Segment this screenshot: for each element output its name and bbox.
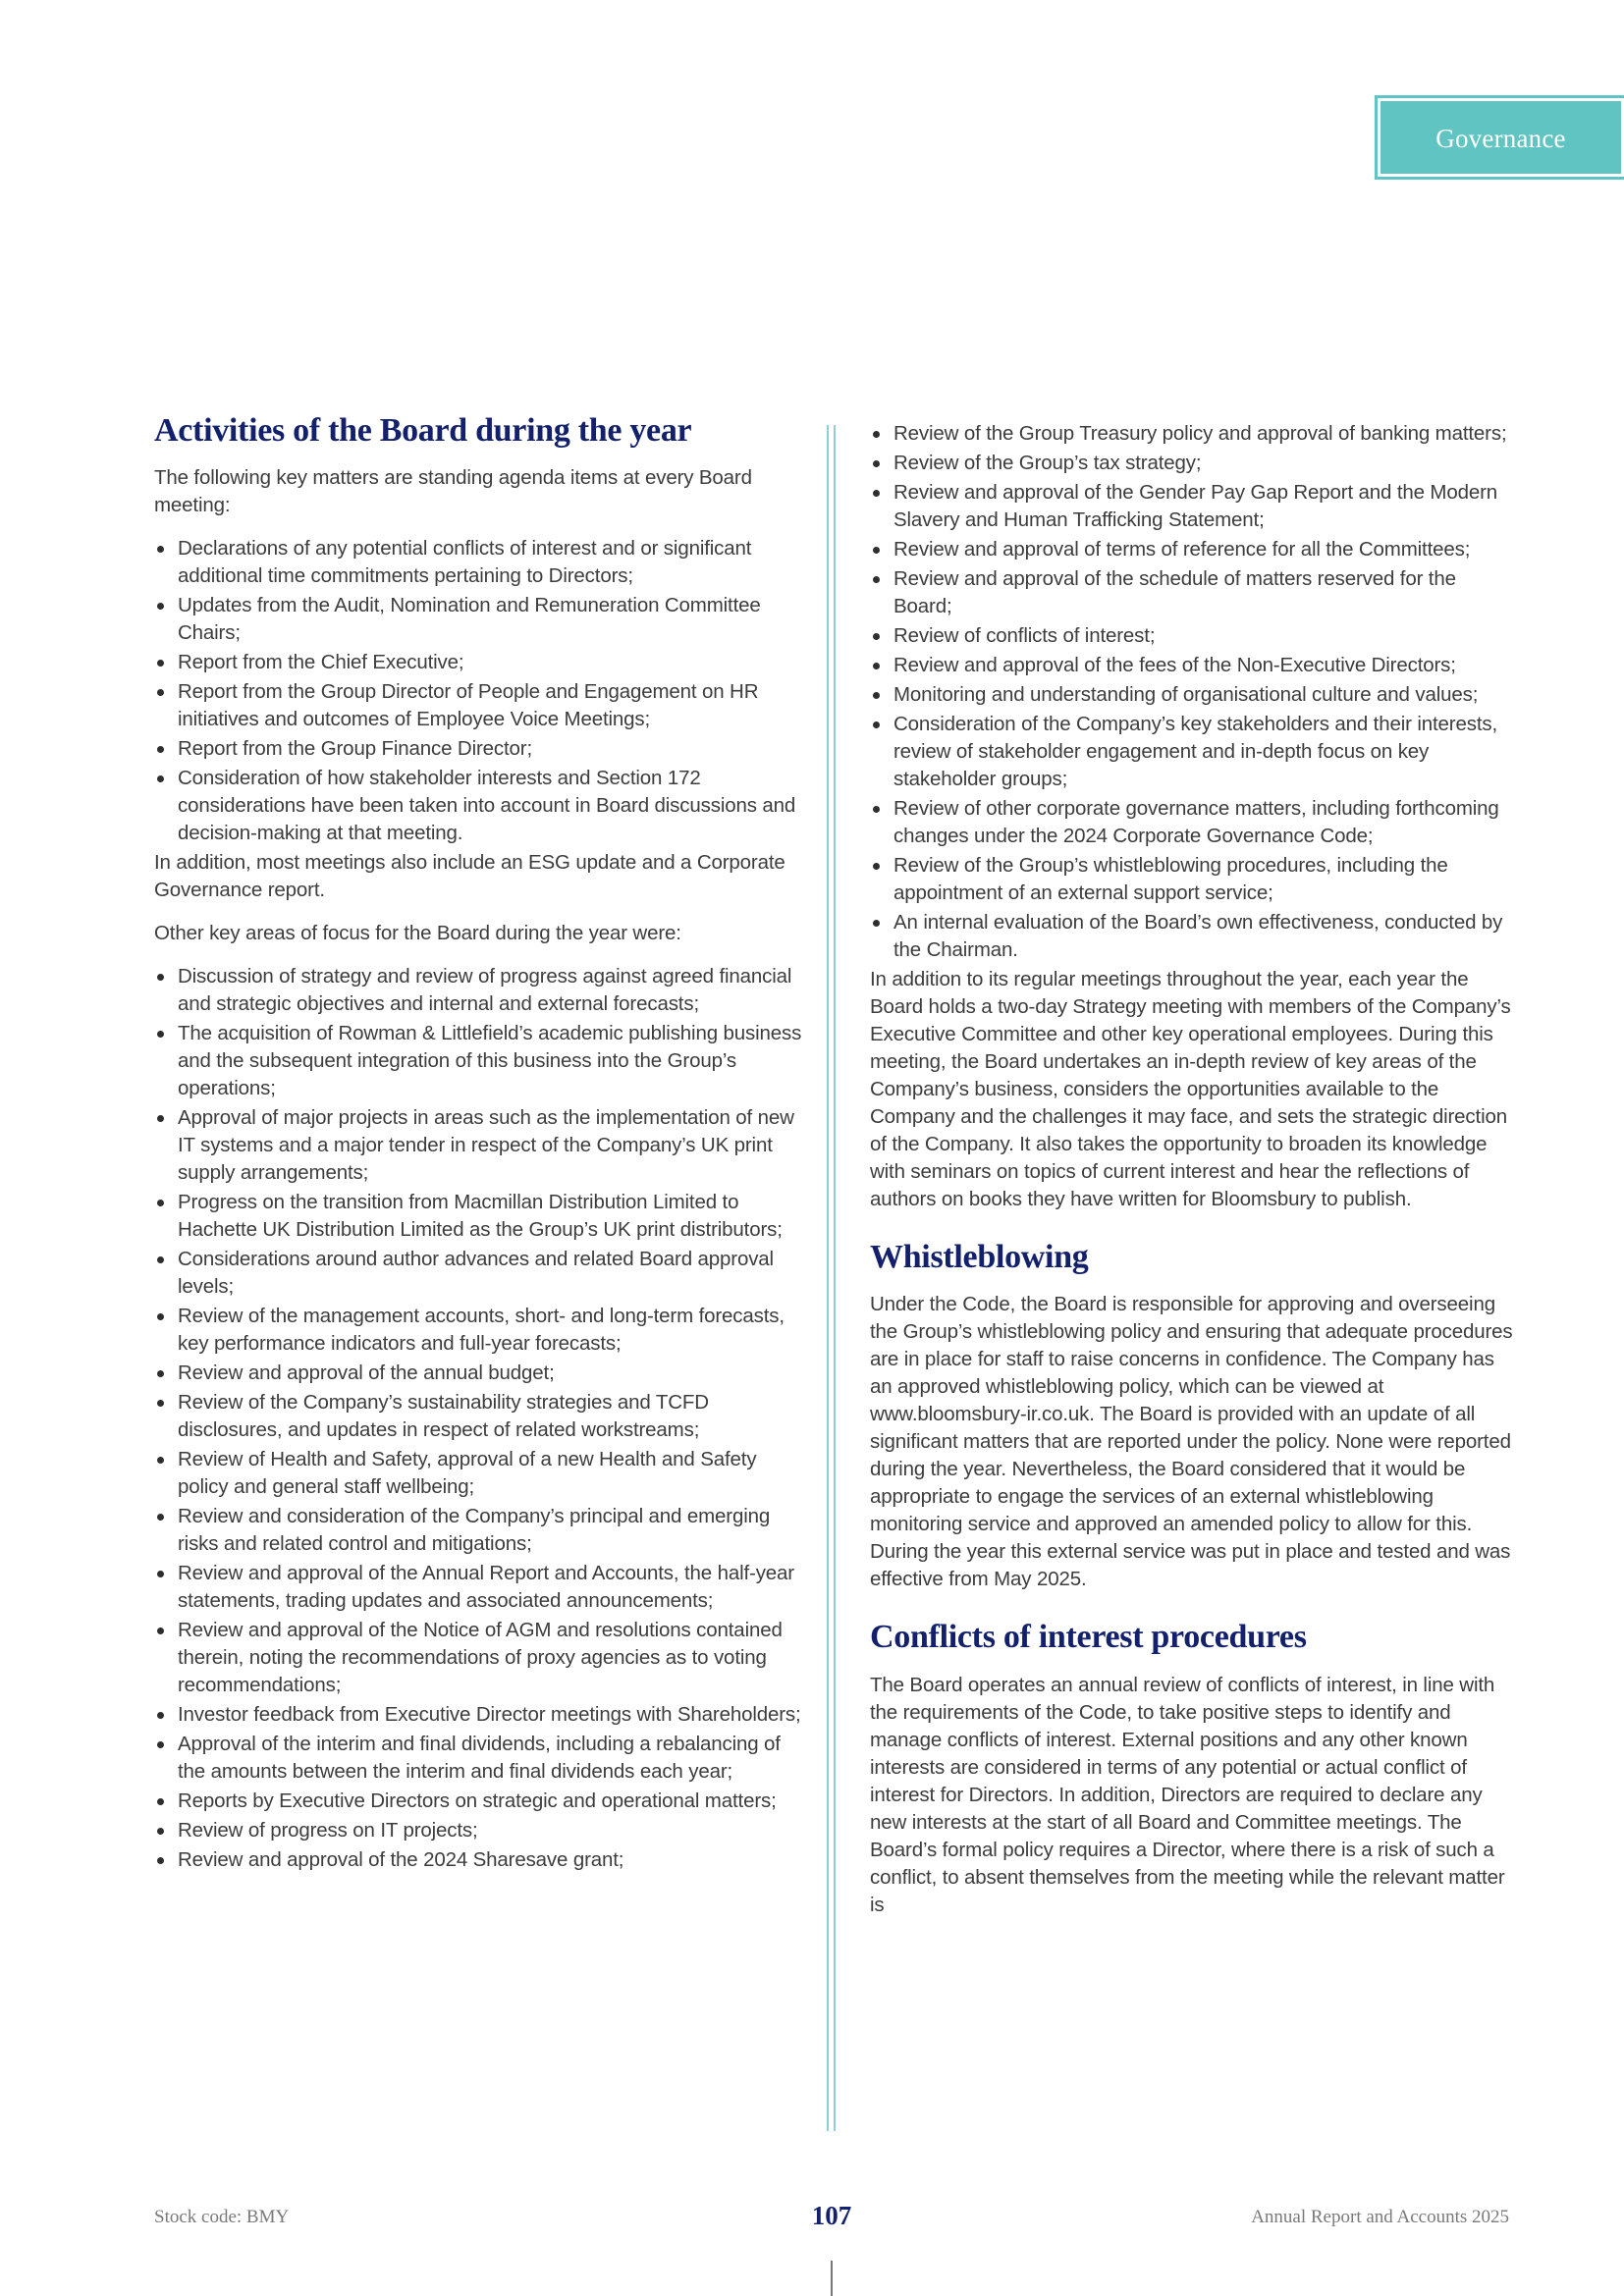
list-item: Progress on the transition from Macmillan Distribution Limited to Hachette UK Distribution Limited as the Group’s UK print distributors; (154, 1189, 802, 1244)
list-item: The acquisition of Rowman & Littlefield’s academic publishing business and the subsequent integration of this business into the Group’s operations; (154, 1020, 802, 1102)
footer-divider-tick (831, 2261, 833, 2296)
page-number: 107 (811, 2201, 852, 2230)
list-item: Review of the Group Treasury policy and approval of banking matters; (870, 420, 1518, 448)
list-item: Review of the Group’s tax strategy; (870, 450, 1518, 477)
list-item: Review and approval of the Notice of AGM and resolutions contained therein, noting the recommendations of proxy agencies as to voting recommendations; (154, 1617, 802, 1699)
list-item: Review of the Group’s whistleblowing procedures, including the appointment of an external support service; (870, 852, 1518, 907)
whistleblowing-paragraph: Under the Code, the Board is responsible for approving and overseeing the Group’s whistleblowing policy and ensuring that adequate procedures are in place for staff to raise concerns in confidence. The Company has an approved whistleblowing policy, which can be viewed at www.bloomsbury-ir.co.uk. The Board is provided with an update of all significant matters that are reported under the policy. None were reported during the year. Nevertheless, the Board considered that it would be appropriate to engage the services of an external whistleblowing monitoring service and approved an amended policy to allow for this. During the year this external service was put in place and tested and was effective from May 2025. (870, 1293, 1513, 1591)
list-item: Review of progress on IT projects; (154, 1817, 802, 1844)
list-item: Consideration of how stakeholder interests and Section 172 considerations have been taken into account in Board discussions and decision-making at that meeting. (154, 765, 802, 847)
list-item: Review of the Company’s sustainability strategies and TCFD disclosures, and updates in respect of related workstreams; (154, 1389, 802, 1444)
footer-report-title: Annual Report and Accounts 2025 (1251, 2207, 1509, 2227)
list-item: Approval of the interim and final dividends, including a rebalancing of the amounts between the interim and final dividends each year; (154, 1731, 802, 1786)
column-divider (834, 425, 836, 2131)
list-item: Report from the Chief Executive; (154, 649, 802, 676)
list-item: Review and approval of the fees of the Non-Executive Directors; (870, 652, 1518, 679)
list-item: Consideration of the Company’s key stakeholders and their interests, review of stakeholder engagement and in-depth focus on key stakeholder groups; (870, 711, 1518, 793)
section-tab-governance (1375, 95, 1624, 180)
list-item: Discussion of strategy and review of progress against agreed financial and strategic objectives and internal and external forecasts; (154, 963, 802, 1018)
list-item: An internal evaluation of the Board’s own effectiveness, conducted by the Chairman. (870, 909, 1518, 964)
list-item: Review and approval of the Annual Report and Accounts, the half-year statements, trading updates and associated announcements; (154, 1560, 802, 1615)
list-item: Review of the management accounts, short- and long-term forecasts, key performance indicators and full-year forecasts; (154, 1303, 802, 1358)
focus-items-list-continued (870, 420, 1518, 964)
list-item: Updates from the Audit, Nomination and Remuneration Committee Chairs; (154, 592, 802, 647)
list-item: Review of other corporate governance matters, including forthcoming changes under the 2024 Corporate Governance Code; (870, 795, 1518, 850)
list-item: Considerations around author advances and related Board approval levels; (154, 1246, 802, 1301)
list-item: Investor feedback from Executive Director meetings with Shareholders; (154, 1701, 802, 1729)
standing-items-list (154, 535, 802, 847)
list-item: Review of conflicts of interest; (870, 622, 1518, 650)
list-item: Report from the Group Finance Director; (154, 735, 802, 763)
other-focus-intro: Other key areas of focus for the Board during the year were: (154, 922, 681, 945)
left-column (154, 412, 802, 1876)
footer-stock-code: Stock code: BMY (154, 2207, 290, 2227)
intro-paragraph: The following key matters are standing agenda items at every Board meeting: (154, 466, 752, 517)
list-item: Report from the Group Director of People and Engagement on HR initiatives and outcomes of Employee Voice Meetings; (154, 678, 802, 733)
list-item: Review of Health and Safety, approval of a new Health and Safety policy and general staff wellbeing; (154, 1446, 802, 1501)
list-item: Declarations of any potential conflicts of interest and or significant additional time commitments pertaining to Directors; (154, 535, 802, 590)
conflicts-paragraph: The Board operates an annual review of conflicts of interest, in line with the requirements of the Code, to take positive steps to identify and manage conflicts of interest. External positions and any other known interests are considered in terms of any potential or actual conflict of interest for Directors. In addition, Directors are required to declare any new interests at the start of all Board and Committee meetings. The Board’s formal policy requires a Director, where there is a risk of such a conflict, to absent themselves from the meeting while the relevant matter is (870, 1673, 1505, 1916)
list-item: Review and approval of the 2024 Sharesave grant; (154, 1846, 802, 1874)
heading-conflicts: Conflicts of interest procedures (870, 1619, 1307, 1656)
list-item: Approval of major projects in areas such as the implementation of new IT systems and a major tender in respect of the Company’s UK print supply arrangements; (154, 1104, 802, 1187)
focus-items-list (154, 963, 802, 1874)
list-item: Reports by Executive Directors on strategic and operational matters; (154, 1788, 802, 1815)
heading-whistleblowing: Whistleblowing (870, 1239, 1089, 1275)
list-item: Review and approval of the annual budget; (154, 1360, 802, 1387)
column-divider (827, 425, 829, 2131)
heading-activities: Activities of the Board during the year (154, 412, 692, 449)
list-item: Review and approval of terms of reference for all the Committees; (870, 536, 1518, 563)
right-column (870, 420, 1518, 1919)
list-item: Review and approval of the schedule of matters reserved for the Board; (870, 565, 1518, 620)
addition-paragraph: In addition, most meetings also include an ESG update and a Corporate Governance report. (154, 851, 785, 902)
strategy-paragraph: In addition to its regular meetings throughout the year, each year the Board holds a two-day Strategy meeting with members of the Company’s Executive Committee and other key operational employees. During this meeting, the Board undertakes an in-depth review of key areas of the Company’s business, considers the opportunities available to the Company and the challenges it may face, and sets the strategic direction of the Company. It also takes the opportunity to broaden its knowledge with seminars on topics of current interest and hear the reflections of authors on books they have written for Bloomsbury to publish. (870, 968, 1511, 1210)
section-tab-label: Governance (1435, 124, 1566, 153)
list-item: Review and approval of the Gender Pay Gap Report and the Modern Slavery and Human Trafficking Statement; (870, 479, 1518, 534)
list-item: Review and consideration of the Company’s principal and emerging risks and related control and mitigations; (154, 1503, 802, 1558)
list-item: Monitoring and understanding of organisational culture and values; (870, 681, 1518, 709)
